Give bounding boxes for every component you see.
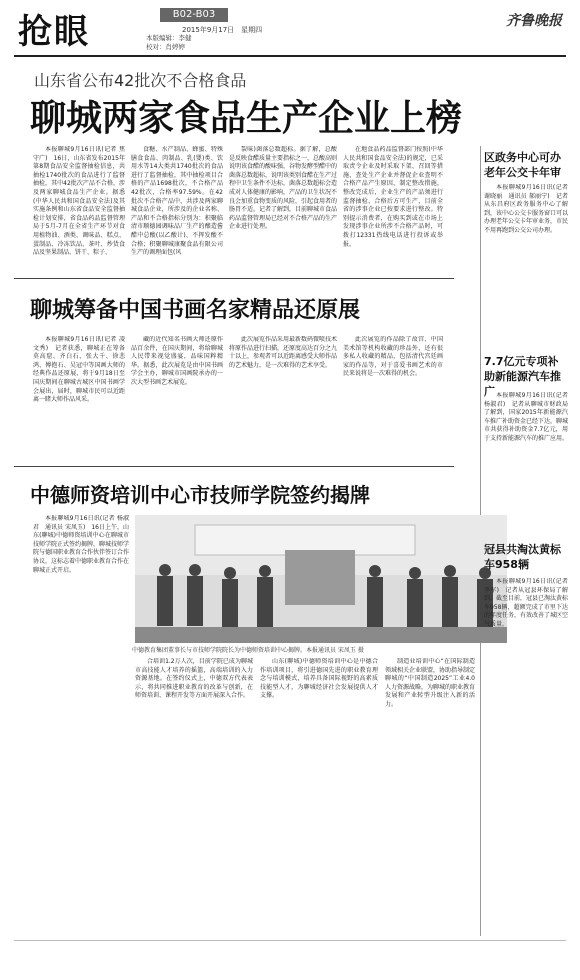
page-header <box>0 0 580 58</box>
story1-column-3 <box>229 146 337 266</box>
photo-caption: 中德教育集团董事长与市技师学院院长为中德师资培训中心揭牌。本报通讯员 宋凤玉 摄 <box>132 647 364 654</box>
sidebar-story1-text: 本报聊城9月16日讯(记者 谢晓丽 通讯员 郝丽宁) 记者从东昌府区政务服务中心了解到，该中心公交卡服务窗口可以办理老年公交卡年审业务，市民不用再跑到公交公司办理。 <box>484 184 568 234</box>
page-range-badge: B02-B03 <box>160 8 228 22</box>
sidebar-story2-text: 本报聊城9月16日讯(记者 杨淑君) 记者从聊城市财政局了解到，国家2015年新能源汽车推广补助资金已经下达，聊城市共获得补助资金7.7亿元，用于支持新能源汽车的推广应用。 <box>484 392 568 442</box>
story2-column-3 <box>229 336 337 456</box>
page-bottom-rule <box>14 940 566 941</box>
story1-text-1: 本报聊城9月16日讯(记者 焦守广) 16日，山东省发布2015年第8期食品安全监督抽检信息，共抽检1740批次的食品进行了监督抽检，其中42批次产品不合格，涉及两家聊城食品生产企业。据悉(中华人民共和国食品安全法)及其实施条例和山东省食品安全监督抽检计划安排，省食品药品监督管理局于5月-7月在全省生产环节对食用植物油、酒类、调味品、糕点、蛋制品、冷冻饮品、茶叶、炒货食品及坚果制品、饼干、粽子、 <box>33 146 125 257</box>
story3-text-2: 合培训1.2万人次，目前学院已成为聊城市高技能人才培养的摇篮，高端培训的入力资源基地。在签约仪式上，中德双方代表表示，将共同推进职业教育的改革与创新，在师资培训、课程开发等方面开展深入合作。 <box>135 658 253 700</box>
story3-text-3: 山东(聊城)中德师资培训中心是中德合作培训项目，将引进德国先进的职业教育理念与培训模式，培养具备国际视野的高素质技能型人才，为聊城经济社会发展提供人才支撑。 <box>260 658 378 700</box>
story1-kicker: 山东省公布42批次不合格食品 <box>34 71 247 90</box>
story2-headline: 聊城筹备中国书画名家精品还原展 <box>30 297 361 323</box>
sidebar-story3-body <box>484 578 568 828</box>
story2-text-3: 此次展览作品采用最新数码微喷技术将原作品进行扫描，还原度高达百分之九十以上，参观者可以近距离感受大师作品的艺术魅力，是一次难得的艺术享受。 <box>229 336 337 369</box>
story3-text-1: 本报聊城9月16日讯(记者 杨淑君 通讯员 宋凤玉) 16日上午，山东(聊城)中德师资培训中心在聊城市技师学院正式签约揭牌，聊城技师学院与德国职业教育合作伙伴签订合作协议，这标志着中德职业教育合作在聊城正式开启。 <box>33 515 129 574</box>
section-logo: 抢眼 <box>18 12 90 52</box>
story3-column-3 <box>260 658 378 920</box>
proofreader-credit: 校对：肖婷婷 <box>146 43 185 51</box>
editor-credit: 本版编辑：李健 <box>146 34 192 42</box>
story1-text-3: 裂味)菌落总数超标。据了解，总酸是反映食醋质量主要指标之一，总酸高则说明该食醋的酸味强，谷物发酵型醋中的菌落总数超标，说明该类别食醋在生产过程中卫生条件不达标，菌落总数超标会造成对人体健康的影响，产品的卫生状况不良会加重食物变质的风险，引起食用者的肠胃不适。记者了解到，目前聊城市食品药品监督管理局已经对不合格产品的生产企业进行处理。 <box>229 146 337 231</box>
header-rule <box>14 55 566 57</box>
signing-ceremony-photo <box>135 515 507 643</box>
story1-headline: 聊城两家食品生产企业上榜 <box>30 97 463 139</box>
sidebar-story3-title: 冠县共淘汰黄标车958辆 <box>484 543 561 571</box>
story1-text-4: 在地食品药品监督部门按照(中华人民共和国食品安全法)的规定，已采取责令企业及时采取下架、召回等措施，查处生产企业并督促企业查明不合格产品产生原因，制定整改措施，整改完成后，企业生产的产品须进行监督抽检，合格后方可生产，目前全省的涉事企业已按要求进行整改。特别提示消费者，在购买到或在市场上发现涉事企业所涉不合格产品时，可拨打12331热线电话进行投诉或举报。 <box>343 146 443 248</box>
story1-text-2: 食糖、水产制品、蜂蜜、特殊膳食食品、肉制品、乳(婴)类、饮用水等14大类共1740批次的食品进行了监督抽检，其中抽检项目合格的产品1698批次，不合格产品42批次，合格率97.59%。在42批次不合格产品中，共涉及两家聊城食品企业，所涉及的企业名称、产品和不合格指标分别为：积聚临清市顺德园调味品厂生产的酿造酱醋中总酸(以乙酸计)、不挥发酸不合格；积聚聊城康聚食品有限公司生产的调理面包(风 <box>131 146 223 257</box>
story1-bottom-rule <box>14 278 454 279</box>
story3-column-4 <box>385 658 475 920</box>
sidebar-story2-body <box>484 392 568 524</box>
story2-text-1: 本报聊城9月16日讯(记者 凌文秀) 记者获悉，聊城正在筹备莫高窟、齐白石、张大千、徐悲鸿、傅抱石、吴冠中等国画大师的经典作品还原展，将于9月18日至国庆期间在聊城古城区中国书画学会展出，届时，聊城市民可以近距离一睹大师作品风采。 <box>33 336 125 404</box>
sidebar-story1-title: 区政务中心可办老年公交卡年审 <box>484 151 561 179</box>
newspaper-masthead: 齐鲁晚报 <box>506 13 562 29</box>
story2-column-1 <box>33 336 125 456</box>
sidebar-story2-title: 7.7亿元专项补助新能源汽车推广 <box>484 355 561 398</box>
story1-column-4 <box>343 146 443 266</box>
issue-date: 2015年9月17日 星期四 <box>182 26 263 34</box>
story3-column-2 <box>135 658 253 920</box>
story1-column-2 <box>131 146 223 266</box>
story2-bottom-rule <box>14 466 454 467</box>
story2-text-2: 藏的近代知名书画大师还原作品百余件，在国庆期间，将给聊城人民带来视觉盛宴，品味国粹精华。据悉，此次展览是由中国书画学会主办，聊城市国画院承办的一次大型书画艺术展览。 <box>131 336 223 386</box>
staff-credits <box>146 34 192 52</box>
story2-column-4 <box>343 336 443 456</box>
story2-column-2 <box>131 336 223 456</box>
photo-illustration <box>135 515 507 643</box>
story3-headline: 中德师资培训中心市技师学院签约揭牌 <box>30 483 370 507</box>
sidebar-story1-body <box>484 184 568 338</box>
sidebar-story3-text: 本报聊城9月16日讯(记者 李军) 记者从冠县环保局了解到，截至目前，冠县已淘汰黄标车958辆，超额完成了市里下达的年度任务，有效改善了城区空气质量。 <box>484 578 568 628</box>
story3-column-1 <box>33 515 129 920</box>
story1-column-1 <box>33 146 125 266</box>
story3-text-4: 制造业培训中心“在国际制造领域相关企业联盟，协助指导制定聊城的“中国制造2025”工业4.0人力资源战略，为聊城的职业教育发展和产业转型升级注入新的活力。 <box>385 658 475 708</box>
story2-text-4: 此次展览的作品除了故宫、中国美术馆等机构收藏的珍品外，还有很多私人收藏的精品，包括清代宫廷画家的作品等，对于喜爱书画艺术的市民来说将是一次难得的机会。 <box>343 336 443 378</box>
